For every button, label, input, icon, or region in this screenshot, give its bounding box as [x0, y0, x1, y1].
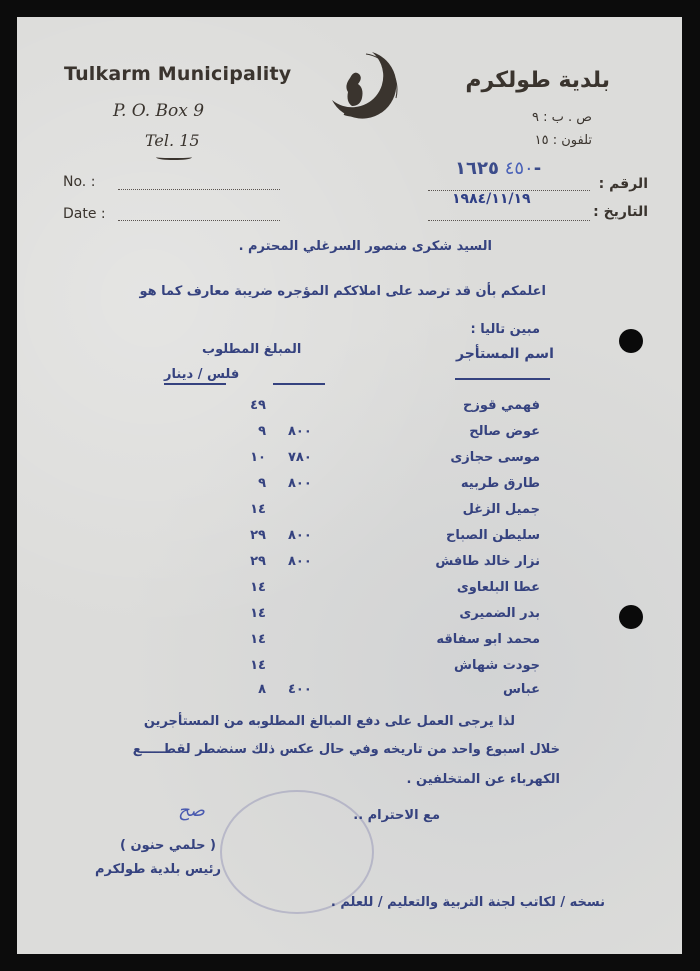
- closing-line-3: الكهرباء عن المتخلفين .: [406, 772, 560, 787]
- tenant-name-cell: موسى حجازى: [450, 450, 540, 465]
- tenant-name-cell: جميل الزغل: [462, 502, 540, 517]
- letterhead-ar-tel: تلفون : ١٥: [534, 133, 592, 148]
- no-field-line: [118, 189, 280, 190]
- dinar-cell: ١٤: [250, 502, 266, 517]
- dinar-cell: ٩: [258, 424, 266, 439]
- reference-typed-number: ١٦٢٥-: [455, 158, 542, 179]
- tenant-name-cell: عباس: [502, 682, 540, 697]
- fils-dinar-header: فلس / دينار: [164, 367, 240, 382]
- tenant-name-cell: عطا البلعاوى: [456, 580, 540, 595]
- dinar-cell: ٩: [258, 476, 266, 491]
- fils-cell: ٧٨٠: [288, 450, 312, 465]
- dinar-cell: ٤٩: [250, 398, 266, 413]
- tenant-name-cell: سليطن الصباح: [446, 528, 540, 543]
- dinar-cell: ٢٩: [250, 554, 266, 569]
- table-row: [0, 580, 700, 602]
- letterhead-ar-date-label: التاريخ :: [593, 204, 648, 220]
- letterhead-en-tel: Tel. 15: [145, 131, 200, 150]
- tel-underline-flourish: [156, 153, 192, 160]
- table-row: [0, 632, 700, 654]
- tenant-name-cell: محمد ابو سفاقه: [436, 632, 540, 647]
- dinar-underline: [164, 383, 226, 385]
- dinar-cell: ١٤: [250, 632, 266, 647]
- ar-date-field-line: [428, 220, 590, 221]
- fils-cell: ٨٠٠: [288, 554, 312, 569]
- table-row: [0, 554, 700, 576]
- handwritten-initial: صح: [178, 800, 205, 821]
- dinar-cell: ٢٩: [250, 528, 266, 543]
- crescent-bird-emblem-icon: [326, 48, 402, 124]
- binder-hole-top: [619, 329, 643, 353]
- tenant-underline: [455, 378, 550, 380]
- fils-underline: [273, 383, 325, 385]
- dinar-cell: ٨: [258, 682, 266, 697]
- table-row: [0, 502, 700, 524]
- letterhead-ar-ref-label: الرقم :: [598, 176, 648, 192]
- letterhead-en-no-label: No. :: [63, 174, 96, 190]
- table-row: [0, 398, 700, 420]
- tenant-name-cell: جودت شهاش: [454, 658, 540, 673]
- letterhead-en-pobox: P. O. Box 9: [113, 101, 205, 121]
- fils-cell: ٤٠٠: [288, 682, 312, 697]
- letterhead-ar-title: بلدية طولكرم: [465, 68, 610, 93]
- table-row: [0, 528, 700, 550]
- tenant-name-cell: عوض صالح: [469, 424, 540, 439]
- closing-line-2: خلال اسبوع واحد من تاريخه وفي حال عكس ذلك سنضطر لقطـــــع: [132, 742, 560, 757]
- letterhead-en-date-label: Date :: [63, 206, 106, 222]
- dinar-cell: ١٤: [250, 606, 266, 621]
- tenant-name-cell: طارق طربيه: [460, 476, 540, 491]
- closing-line-1: لذا يرجى العمل على دفع المبالغ المطلوبه من المستأجرين: [143, 714, 515, 729]
- intro-line-1: اعلمكم بأن قد ترصد على املاككم المؤجره ضريبة معارف كما هو: [139, 284, 546, 299]
- tenant-name-cell: فهمي قوزح: [462, 398, 540, 413]
- table-row: [0, 606, 700, 628]
- intro-line-2: مبين تاليا :: [470, 322, 540, 337]
- letterhead-ar-pobox: ص . ب : ٩: [532, 110, 592, 125]
- fils-cell: ٨٠٠: [288, 476, 312, 491]
- amount-header: المبلغ المطلوب: [202, 342, 302, 357]
- table-row: [0, 450, 700, 472]
- regards-line: مع الاحترام ..: [353, 808, 440, 823]
- dinar-cell: ١٤: [250, 580, 266, 595]
- letter-date: ١٩٨٤/١١/١٩: [452, 191, 531, 207]
- signatory-name: ( حلمي حنون ): [120, 838, 216, 853]
- signatory-title: رئيس بلدية طولكرم: [95, 862, 222, 877]
- reference-number: [455, 158, 541, 179]
- table-row: [0, 658, 700, 680]
- table-row: [0, 424, 700, 446]
- fils-cell: ٨٠٠: [288, 424, 312, 439]
- tenant-header: اسم المستأجر: [456, 346, 554, 362]
- dinar-cell: ١٤: [250, 658, 266, 673]
- reference-handwritten-suffix: ٤٥٠: [504, 158, 534, 179]
- fils-cell: ٨٠٠: [288, 528, 312, 543]
- tenant-name-cell: بدر الضميرى: [459, 606, 540, 621]
- table-row: [0, 682, 700, 704]
- tenant-name-cell: نزار خالد طافش: [435, 554, 540, 569]
- dinar-cell: ١٠: [250, 450, 266, 465]
- letterhead-en-title: Tulkarm Municipality: [64, 63, 292, 85]
- cc-line: نسخه / لكاتب لجنة التربية والتعليم / للعلم .: [330, 895, 605, 910]
- recipient-line: السيد شكرى منصور السرغلي المحترم .: [238, 239, 492, 254]
- date-field-line: [118, 220, 280, 221]
- table-row: [0, 476, 700, 498]
